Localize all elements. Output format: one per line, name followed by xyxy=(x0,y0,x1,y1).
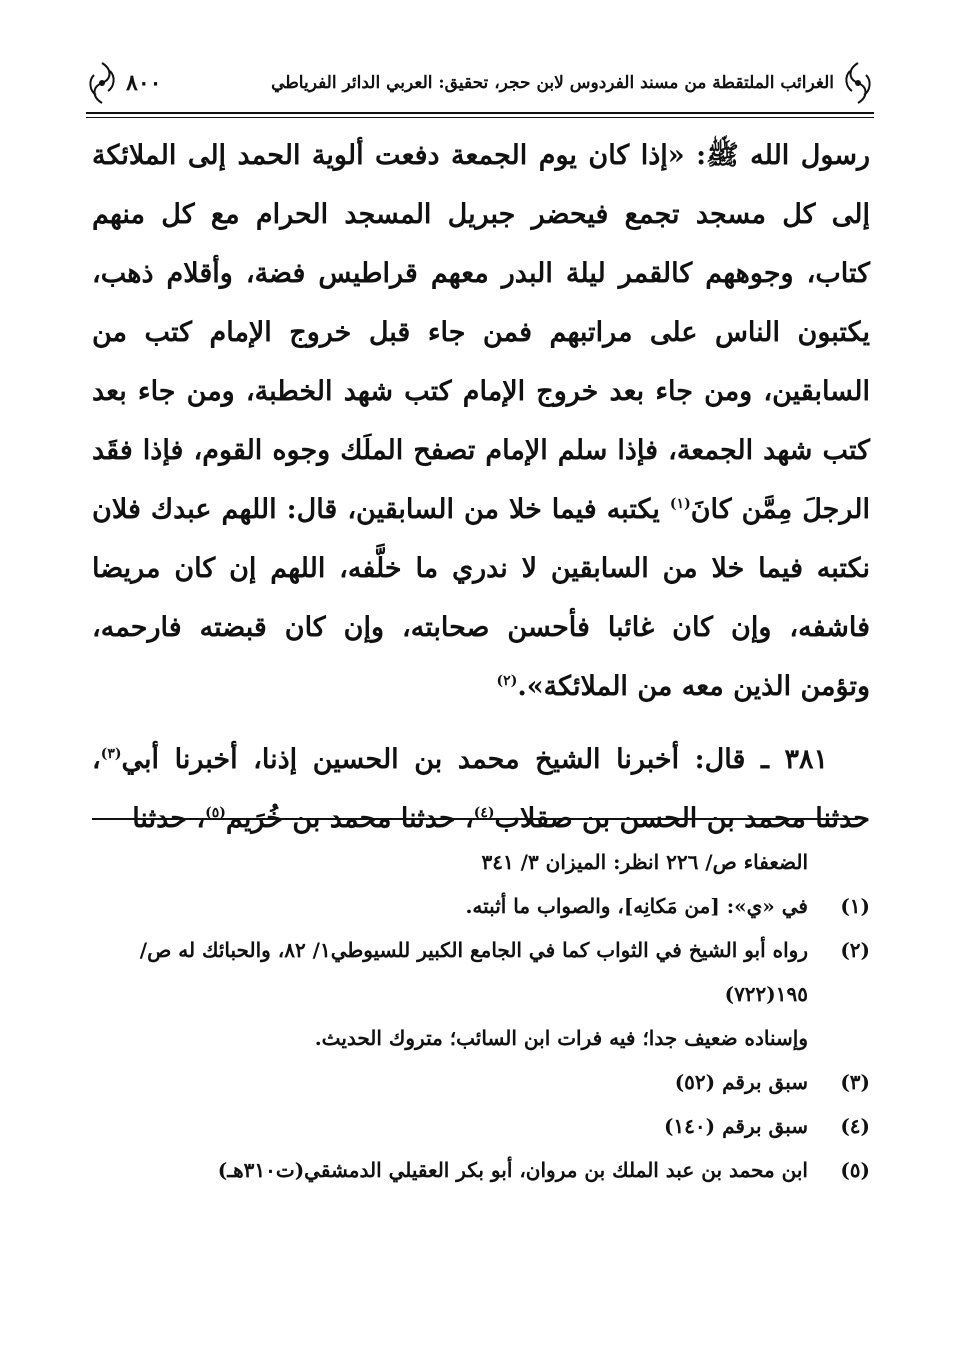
footnote-ref-4: (٤) xyxy=(473,805,495,821)
footnote-number: (٢) xyxy=(840,938,870,962)
page-number: ٨٠٠ xyxy=(126,70,162,96)
footnote-item xyxy=(92,884,870,928)
main-text xyxy=(92,126,870,848)
footnote-ref-1: (١) xyxy=(669,496,691,512)
footnote-text: رواه أبو الشيخ في الثواب كما في الجامع الكبير للسيوطي١/ ٨٢، والحبائك له ص/ ١٩٥(٧٢٢) xyxy=(139,938,808,1006)
footnote-ref-5: (٥) xyxy=(205,805,226,821)
hadith-paragraph xyxy=(92,126,870,716)
footnote-separator xyxy=(92,818,858,820)
running-title: الغرائب الملتقطة من مسند الفردوس لابن حجر، تحقيق: العربي الدائر الفرياطي xyxy=(271,73,834,93)
header-rule-thin xyxy=(86,117,874,118)
footnote-carryover: الضعفاء ص/ ٢٢٦ انظر: الميزان ٣/ ٣٤١ xyxy=(481,850,808,874)
header-content xyxy=(118,63,842,103)
footnote-item xyxy=(92,1060,870,1104)
footnote-item xyxy=(92,928,870,1016)
footnote-number: (١) xyxy=(840,894,870,918)
footnotes xyxy=(92,840,870,1192)
footnote-number: (٥) xyxy=(840,1158,870,1182)
hadith-text-part2: يكتبه فيما خلا من السابقين، قال: اللهم عبدك فلان نكتبه فيما خلا من السابقين لا ندري ما خلَّفه، اللهم إن كان مريضا فاشفه، وإن كان غائبا فأحسن صحابته، وإن كان قبضته فارحمه، وتؤمن الذين معه من الملائكة». xyxy=(92,494,870,702)
footnote-item xyxy=(92,1016,870,1060)
isnad-text-part1: ٣٨١ ـ قال: أخبرنا الشيخ محمد بن الحسين إذنا، أخبرنا أبي xyxy=(121,744,828,775)
footnote-ref-3: (٣) xyxy=(100,746,122,762)
isnad-paragraph xyxy=(92,730,870,848)
isnad-text-part3: ، حدثنا محمد بن خُرَيم xyxy=(225,803,474,834)
footnote-text: سبق برقم (٥٢) xyxy=(674,1070,808,1094)
ornament-right-icon xyxy=(842,61,874,105)
footnote-text: سبق برقم (١٤٠) xyxy=(663,1114,808,1138)
footnote-number xyxy=(808,1016,870,1060)
isnad-text-part2: ، حدثنا محمد بن الحسن بن صقلاب xyxy=(92,744,870,834)
isnad-text-part4: ، حدثنا xyxy=(132,803,206,834)
footnote-number: (٣) xyxy=(840,1070,870,1094)
footnote-text: ابن محمد بن عبد الملك بن مروان، أبو بكر العقيلي الدمشقي(ت٣١٠هـ) xyxy=(217,1158,808,1182)
footnote-ref-2: (٢) xyxy=(496,673,518,689)
header-rule-thick xyxy=(86,112,874,114)
footnote-number: (٤) xyxy=(840,1114,870,1138)
footnote-item xyxy=(92,1148,870,1192)
footnote-text: وإسناده ضعيف جدا؛ فيه فرات ابن السائب؛ متروك الحديث. xyxy=(314,1026,808,1050)
hadith-text-part1: رسول الله ﷺ: «إذا كان يوم الجمعة دفعت ألوية الحمد إلى الملائكة إلى كل مسجد تجمع فيحضر جبريل المسجد الحرام مع كل منهم كتاب، وجوههم كالقمر ليلة البدر معهم قراطيس فضة، وأقلام ذهب، يكتبون الناس على مراتبهم فمن جاء قبل خروج الإمام كتب من السابقين، ومن جاء بعد خروج الإمام كتب شهد الخطبة، ومن جاء بعد كتب شهد الجمعة، فإذا سلم الإمام تصفح الملَك وجوه القوم، فإذا فقَد الرجلَ مِمَّن كانَ xyxy=(92,140,870,525)
footnote-item xyxy=(92,1104,870,1148)
footnote-text: في «ي»: [من مَكانِه]، والصواب ما أثبته. xyxy=(465,894,808,918)
ornament-left-icon xyxy=(86,61,118,105)
page-header xyxy=(86,58,874,108)
